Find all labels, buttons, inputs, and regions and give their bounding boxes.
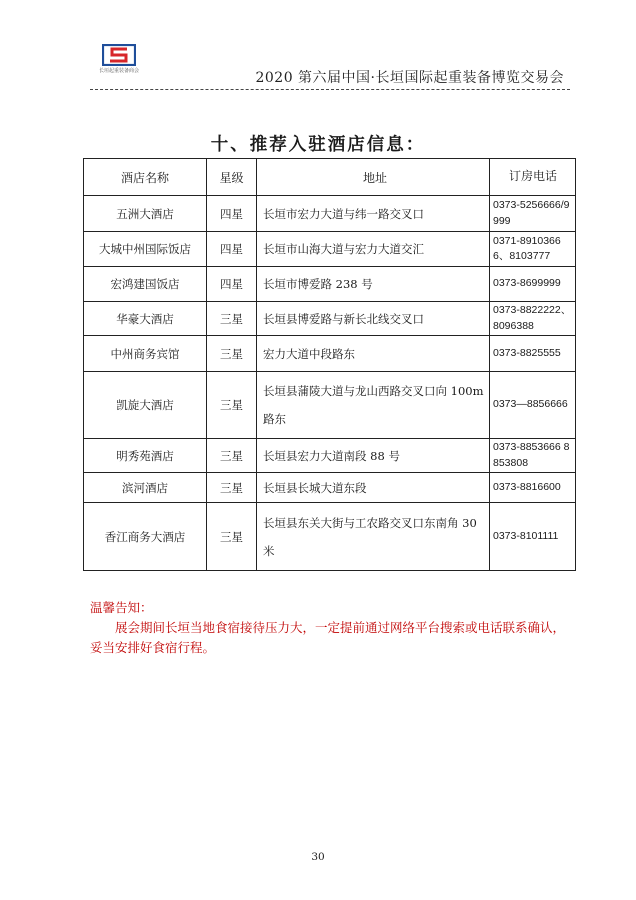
- notice-body: 展会期间长垣当地食宿接待压力大，一定提前通过网络平台搜索或电话联系确认，妥当安排好食宿行程。: [90, 620, 566, 655]
- hotel-name: 大城中州国际饭店: [84, 232, 207, 267]
- hotel-stars: 四星: [207, 267, 257, 302]
- column-header-stars: 星级: [207, 159, 257, 196]
- hotel-phone: 0373-5256666/9999: [490, 196, 576, 232]
- hotel-name: 香江商务大酒店: [84, 503, 207, 571]
- hotel-name: 华豪大酒店: [84, 302, 207, 336]
- logo-text: 长垣起重装备商会: [98, 68, 139, 74]
- column-header-name: 酒店名称: [84, 159, 207, 196]
- table-row: [84, 336, 576, 372]
- notice: [90, 598, 570, 658]
- hotel-stars: 三星: [207, 439, 257, 473]
- page-number: 30: [311, 851, 325, 863]
- hotel-name: 宏鸿建国饭店: [84, 267, 207, 302]
- hotel-phone: 0373-8816600: [490, 473, 576, 503]
- hotel-stars: 三星: [207, 503, 257, 571]
- logo-mark-icon: [102, 44, 136, 66]
- hotel-address: 长垣县博爱路与新长北线交叉口: [257, 302, 490, 336]
- header-title: 2020 第六届中国·长垣国际起重装备博览交易会: [255, 70, 564, 86]
- hotel-phone: 0373-8101111: [490, 503, 576, 571]
- table-row: [84, 503, 576, 571]
- notice-title: 温馨告知：: [90, 600, 153, 615]
- hotel-phone: 0373—8856666: [490, 372, 576, 439]
- table-row: [84, 232, 576, 267]
- hotel-address: 长垣县东关大街与工农路交叉口东南角 30 米: [257, 503, 490, 571]
- hotel-stars: 三星: [207, 473, 257, 503]
- hotel-name: 明秀苑酒店: [84, 439, 207, 473]
- hotel-address: 长垣县宏力大道南段 88 号: [257, 439, 490, 473]
- header-divider: [90, 89, 570, 90]
- table-header-row: [84, 159, 576, 196]
- hotel-stars: 四星: [207, 196, 257, 232]
- hotel-name: 凯旋大酒店: [84, 372, 207, 439]
- hotel-address: 长垣县长城大道东段: [257, 473, 490, 503]
- table-row: [84, 267, 576, 302]
- hotel-stars: 三星: [207, 302, 257, 336]
- hotel-address: 长垣市宏力大道与纬一路交叉口: [257, 196, 490, 232]
- table-row: [84, 473, 576, 503]
- hotel-name: 滨河酒店: [84, 473, 207, 503]
- hotel-stars: 三星: [207, 336, 257, 372]
- section-title: 十、推荐入驻酒店信息：: [210, 135, 426, 155]
- hotel-address: 长垣县蒲陵大道与龙山西路交叉口向 100m 路东: [257, 372, 490, 439]
- table-row: [84, 196, 576, 232]
- column-header-phone: 订房电话: [490, 159, 576, 196]
- hotel-address: 宏力大道中段路东: [257, 336, 490, 372]
- hotel-stars: 三星: [207, 372, 257, 439]
- column-header-address: 地址: [257, 159, 490, 196]
- hotel-address: 长垣市山海大道与宏力大道交汇: [257, 232, 490, 267]
- hotel-phone: 0373-8825555: [490, 336, 576, 372]
- hotel-address: 长垣市博爱路 238 号: [257, 267, 490, 302]
- hotel-phone: 0371-89103666、8103777: [490, 232, 576, 267]
- hotel-stars: 四星: [207, 232, 257, 267]
- hotel-phone: 0373-8822222、8096388: [490, 302, 576, 336]
- table-row: [84, 439, 576, 473]
- hotel-phone: 0373-8699999: [490, 267, 576, 302]
- hotel-name: 中州商务宾馆: [84, 336, 207, 372]
- header-logo: [90, 44, 148, 74]
- table-row: [84, 372, 576, 439]
- hotel-table: [83, 158, 576, 571]
- hotel-name: 五洲大酒店: [84, 196, 207, 232]
- hotel-phone: 0373-8853666 8853808: [490, 439, 576, 473]
- table-row: [84, 302, 576, 336]
